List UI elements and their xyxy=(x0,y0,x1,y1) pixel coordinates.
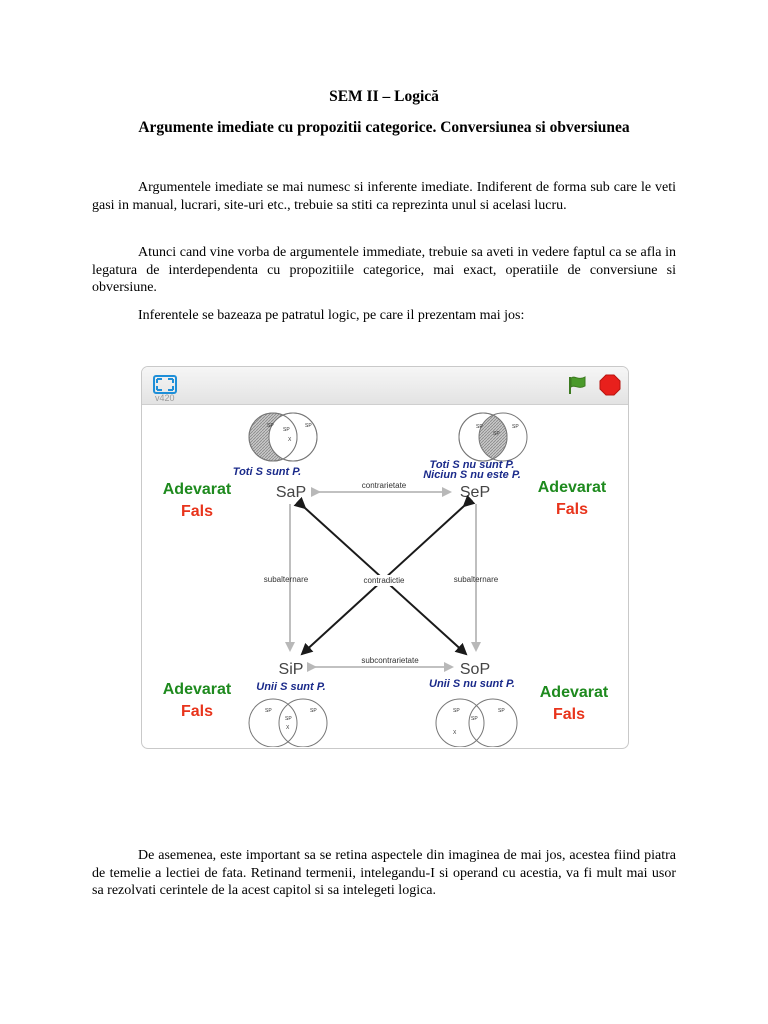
subalternare-right-label: subalternare xyxy=(453,575,499,584)
sop-fals: Fals xyxy=(552,706,586,723)
subcontrarietate-label: subcontrarietate xyxy=(361,656,419,665)
fullscreen-icon[interactable] xyxy=(153,375,177,394)
paragraph-2-text: Atunci cand vine vorba de argumentele immediate, trebuie sa aveti in vedere faptul ca se afla in legatura de interdependenta cu propozitiile categorice, mai exact, operatiile de conversiune si obversiune. xyxy=(92,245,676,295)
sip-fals: Fals xyxy=(180,703,214,720)
venn-sap-label-2: SP xyxy=(283,427,290,433)
sap-adevarat: Adevarat xyxy=(162,481,232,498)
venn-sip-p-circle xyxy=(279,699,327,747)
venn-sap xyxy=(249,413,317,461)
paragraph-4-text: De asemenea, este important sa se retina aspectele din imaginea de mai jos, acestea fiind piatra de temelie a lectiei de fata. Retinand termenii, intelegandu-I si operand cu acestia, va fi mult mai usor sa rezolvati cerintele de la acest capitol si sa intelegeti logica. xyxy=(92,848,676,898)
venn-sop-s-circle xyxy=(436,699,484,747)
venn-sop-label-4: X xyxy=(453,730,457,736)
venn-sop-label-1: SP xyxy=(453,708,460,714)
venn-sip-label-4: X xyxy=(286,725,290,731)
green-flag-icon[interactable] xyxy=(566,374,588,396)
sep-symbol: SeP xyxy=(459,484,491,501)
venn-sap-label-4: X xyxy=(288,437,292,443)
paragraph-4 xyxy=(92,847,676,900)
contradictie-label: contradictie xyxy=(363,576,405,585)
sop-symbol: SoP xyxy=(459,661,491,678)
contrarietate-label: contrarietate xyxy=(361,481,407,490)
page-title: SEM II – Logică xyxy=(329,88,439,105)
sap-symbol: SaP xyxy=(275,484,307,501)
venn-sop-label-3: SP xyxy=(498,708,505,714)
venn-sip-label-3: SP xyxy=(310,708,317,714)
venn-sap-label-1: SP xyxy=(267,423,274,429)
sop-phrase: Unii S nu sunt P. xyxy=(429,678,515,690)
stop-icon[interactable] xyxy=(599,374,621,396)
venn-sip-s-circle xyxy=(249,699,297,747)
sop-adevarat: Adevarat xyxy=(539,684,609,701)
venn-sop-label-2: SP xyxy=(471,716,478,722)
sep-adevarat: Adevarat xyxy=(537,479,607,496)
venn-sep-label-2: SP xyxy=(493,431,500,437)
sap-fals: Fals xyxy=(180,503,214,520)
venn-sep-label-3: SP xyxy=(512,424,519,430)
paragraph-3 xyxy=(92,307,676,325)
venn-sop xyxy=(436,699,517,747)
paragraph-2 xyxy=(92,244,676,297)
sap-phrase: Toti S sunt P. xyxy=(232,466,302,478)
venn-sip xyxy=(249,699,327,747)
paragraph-3-text: Inferentele se bazeaza pe patratul logic, pe care il prezentam mai jos: xyxy=(138,308,525,323)
scratch-player xyxy=(141,366,629,749)
sep-fals: Fals xyxy=(555,501,589,518)
venn-sep xyxy=(459,413,527,461)
venn-sap-label-3: SP xyxy=(305,423,312,429)
player-toolbar xyxy=(142,367,628,405)
sip-symbol: SiP xyxy=(278,661,304,678)
paragraph-1-text: Argumentele imediate se mai numesc si inferente imediate. Indiferent de forma sub care le veti gasi in manual, lucrari, site-uri etc., trebuie sa stiti ca reprezinta unul si acelasi lucru. xyxy=(92,180,676,213)
venn-sip-label-2: SP xyxy=(285,716,292,722)
subalternare-left-label: subalternare xyxy=(263,575,309,584)
page-subtitle: Argumente imediate cu propozitii categorice. Conversiunea si obversiunea xyxy=(138,119,630,136)
sep-phrase-2: Niciun S nu este P. xyxy=(423,469,521,481)
venn-sep-label-1: SP xyxy=(476,424,483,430)
paragraph-1 xyxy=(92,179,676,214)
venn-sop-p-circle xyxy=(469,699,517,747)
sep-phrase-1: Toti S nu sunt P. xyxy=(429,459,515,471)
square-of-opposition xyxy=(142,404,628,747)
venn-sip-label-1: SP xyxy=(265,708,272,714)
player-version: v420 xyxy=(155,393,175,403)
sip-phrase: Unii S sunt P. xyxy=(256,681,326,693)
sip-adevarat: Adevarat xyxy=(162,681,232,698)
